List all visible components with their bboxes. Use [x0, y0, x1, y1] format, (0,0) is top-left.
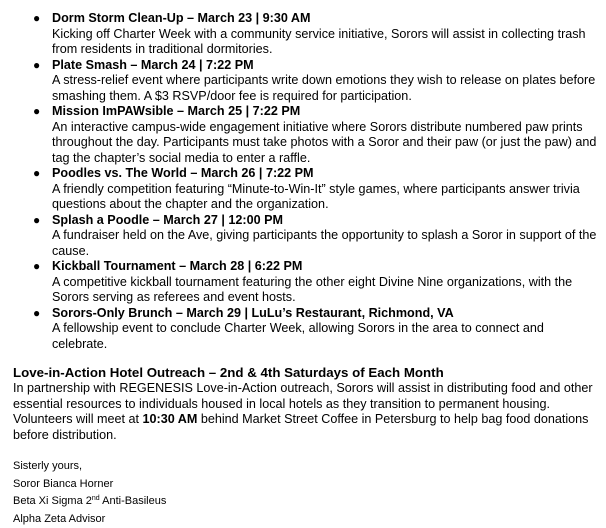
- signature-block: [13, 458, 166, 528]
- outreach-text-end: behind Market Street Coffee in Petersburg to help bag food donations before distribution.: [13, 412, 588, 442]
- event-title: Splash a Poodle – March 27 | 12:00 PM: [52, 213, 600, 229]
- event-item: [0, 213, 600, 260]
- signer-title: [13, 493, 166, 511]
- event-description: A friendly competition featuring “Minute-to-Win-It” style games, where participants answer trivia questions about the chapter and the organization.: [52, 182, 600, 213]
- event-title: Plate Smash – March 24 | 7:22 PM: [52, 58, 600, 74]
- closing-line: Sisterly yours,: [13, 458, 166, 476]
- event-title: Sorors-Only Brunch – March 29 | LuLu’s Restaurant, Richmond, VA: [52, 306, 600, 322]
- bullet-icon: ●: [33, 58, 40, 74]
- signer-title-ordinal: nd: [92, 495, 100, 502]
- bullet-icon: ●: [33, 104, 40, 120]
- event-item: [0, 306, 600, 353]
- outreach-paragraph: [13, 381, 598, 443]
- signer-role: Alpha Zeta Advisor: [13, 511, 166, 528]
- event-title: Dorm Storm Clean-Up – March 23 | 9:30 AM: [52, 11, 600, 27]
- signer-title-suffix: Anti-Basileus: [100, 495, 167, 507]
- signer-title-prefix: Beta Xi Sigma 2: [13, 495, 92, 507]
- event-item: [0, 58, 600, 105]
- hotel-outreach-section: [13, 365, 598, 443]
- outreach-meeting-time: 10:30 AM: [143, 412, 198, 426]
- bullet-icon: ●: [33, 259, 40, 275]
- bullet-icon: ●: [33, 11, 40, 27]
- event-item: [0, 166, 600, 213]
- outreach-text-start: In partnership with REGENESIS Love-in-Action outreach, Sorors will assist in distributing food and other essential resources to individuals housed in local hotels as they transition to permanent housing. Volunteers will meet at: [13, 381, 593, 426]
- event-description: An interactive campus-wide engagement initiative where Sorors distribute numbered paw prints throughout the day. Participants must take photos with a Soror and their paw (or just the paw) and tag the chapter’s social media to enter a raffle.: [52, 120, 600, 167]
- event-title: Poodles vs. The World – March 26 | 7:22 PM: [52, 166, 600, 182]
- event-item: [0, 104, 600, 166]
- event-description: A stress-relief event where participants write down emotions they wish to release on plates before smashing them. A $3 RSVP/door fee is required for participation.: [52, 73, 600, 104]
- event-title: Kickball Tournament – March 28 | 6:22 PM: [52, 259, 600, 275]
- event-description: A fellowship event to conclude Charter Week, allowing Sorors in the area to connect and celebrate.: [52, 321, 600, 352]
- event-item: [0, 11, 600, 58]
- event-description: A fundraiser held on the Ave, giving participants the opportunity to splash a Soror in support of the cause.: [52, 228, 600, 259]
- charter-week-events-list: [0, 11, 600, 352]
- outreach-heading: Love-in-Action Hotel Outreach – 2nd & 4th Saturdays of Each Month: [13, 365, 598, 381]
- bullet-icon: ●: [33, 166, 40, 182]
- event-title: Mission ImPAWsible – March 25 | 7:22 PM: [52, 104, 600, 120]
- bullet-icon: ●: [33, 306, 40, 322]
- bullet-icon: ●: [33, 213, 40, 229]
- event-description: Kicking off Charter Week with a community service initiative, Sorors will assist in collecting trash from residents in traditional dormitories.: [52, 27, 600, 58]
- event-item: [0, 259, 600, 306]
- event-description: A competitive kickball tournament featuring the other eight Divine Nine organizations, with the Sorors serving as referees and event hosts.: [52, 275, 600, 306]
- signer-name: Soror Bianca Horner: [13, 476, 166, 494]
